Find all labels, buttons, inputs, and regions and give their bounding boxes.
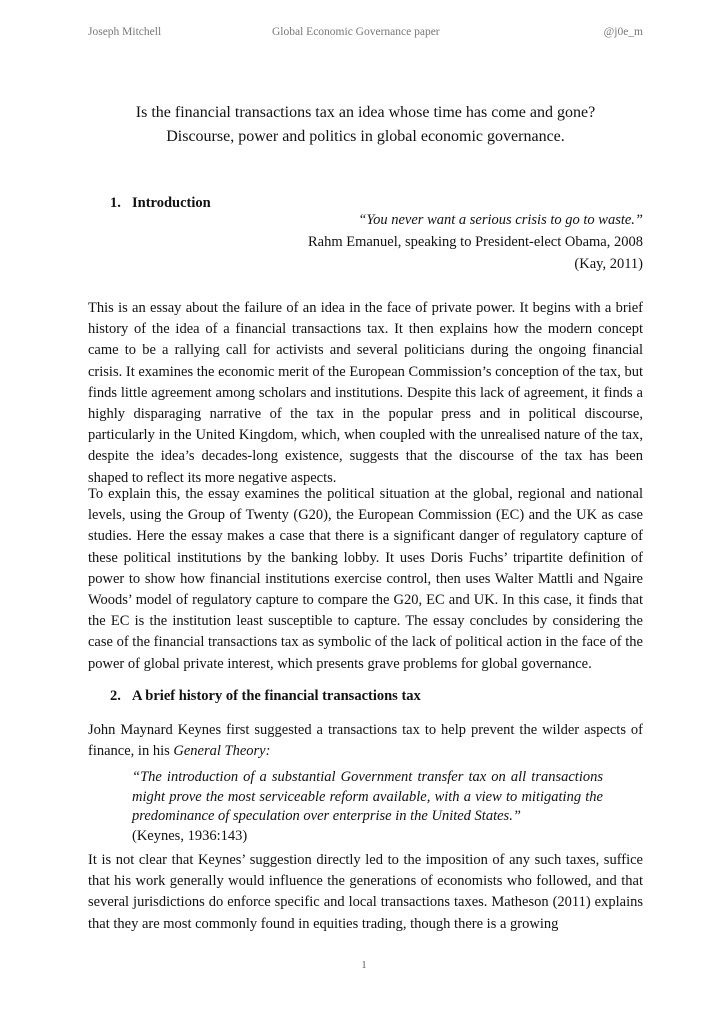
header-paper-title: Global Economic Governance paper <box>272 26 440 38</box>
history-paragraph-2: It is not clear that Keynes’ suggestion directly led to the imposition of any such taxes, suffice that his work generally would influence the generations of economists who followed, and that several jurisdictions do enforce specific and local transactions taxes. Matheson (2011) explains that they are most commonly found in equities trading, though there is a growing <box>88 852 643 932</box>
section-number: 1. <box>110 195 121 211</box>
section-heading-history <box>110 688 421 705</box>
keynes-quote-text: “The introduction of a substantial Government transfer tax on all transactions might prove the most serviceable reform available, with a view to mitigating the predominance of speculation over enterprise in the United States.” <box>132 769 603 824</box>
history-paragraph-1 <box>88 720 643 762</box>
intro-paragraph-1: This is an essay about the failure of an idea in the face of private power. It begins with a brief history of the idea of a financial transactions tax. It then explains how the modern concept came to be a rallying call for activists and several politicians during the ongoing financial crisis. It examines the economic merit of the European Commission’s conception of the tax, but finds little agreement among scholars and institutions. Despite this lack of agreement, it finds a highly disparaging narrative of the tax in the popular press and in political discourse, particularly in the United Kingdom, which, when coupled with the unrealised nature of the tax, despite the idea’s decades-long existence, suggests that the discourse of the tax has been shaped to reflect its more negative aspects. <box>88 300 643 486</box>
section-number: 2. <box>110 688 121 704</box>
epigraph-attribution: Rahm Emanuel, speaking to President-elect Obama, 2008 <box>307 234 643 250</box>
history-paragraph-1-text: John Maynard Keynes first suggested a transactions tax to help prevent the wilder aspects of finance, in his <box>88 722 643 760</box>
header-author: Joseph Mitchell <box>88 26 162 38</box>
section-title: A brief history of the financial transactions tax <box>132 688 421 704</box>
section-heading-introduction <box>110 195 211 212</box>
title-line-1: Is the financial transactions tax an idea whose time has come and gone? <box>135 104 596 121</box>
section-title: Introduction <box>132 195 211 211</box>
epigraph-quote: “You never want a serious crisis to go to waste.” <box>358 212 643 228</box>
epigraph-source: (Kay, 2011) <box>574 256 643 272</box>
keynes-citation: (Keynes, 1936:143) <box>132 827 248 844</box>
title-line-2: Discourse, power and politics in global economic governance. <box>166 128 565 145</box>
intro-paragraph-2: To explain this, the essay examines the political situation at the global, regional and national levels, using the Group of Twenty (G20), the European Commission (EC) and the UK as case studies. Here the essay makes a case that there is a significant danger of regulatory capture of these political institutions by the banking lobby. It uses Doris Fuchs’ tripartite definition of power to show how financial institutions exercise control, then uses Walter Mattli and Ngaire Woods’ model of regulatory capture to compare the G20, EC and UK. In this case, it finds that the EC is the institution least susceptible to capture. The essay concludes by considering the case of the financial transactions tax as symbolic of the lack of political action in the face of the power of global private interest, which presents grave problems for global governance. <box>88 486 643 672</box>
document-title <box>88 101 643 149</box>
general-theory-title: General Theory: <box>173 743 271 760</box>
page-number: 1 <box>361 960 367 971</box>
header-handle: @j0e_m <box>603 26 643 38</box>
keynes-block-quote <box>132 768 603 846</box>
